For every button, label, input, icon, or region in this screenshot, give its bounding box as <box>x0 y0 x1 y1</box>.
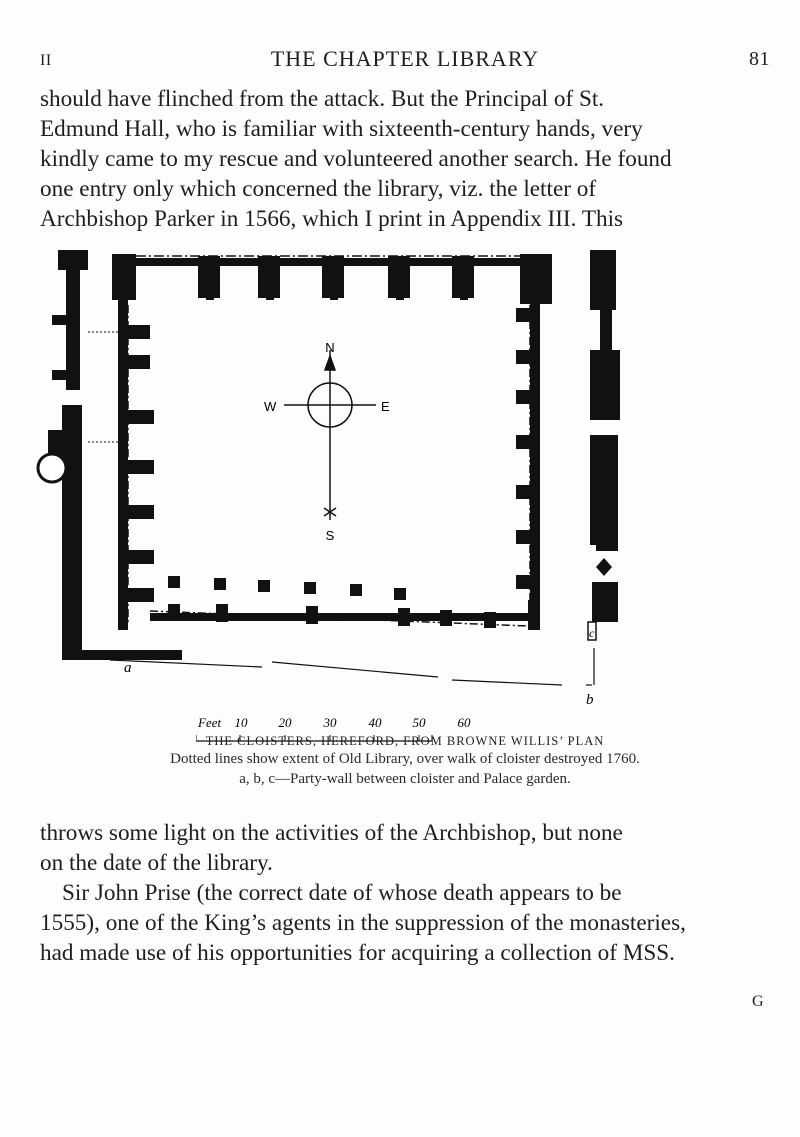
caption-line <box>40 769 770 789</box>
text-line: on the date of the library. <box>40 850 273 876</box>
text-line: one entry only which concerned the library, viz. the letter of <box>40 176 597 202</box>
south-walk-wall <box>150 600 540 630</box>
scale-ticks <box>235 715 472 730</box>
caption-text: a, b, c—Party-wall between cloister and Palace garden. <box>239 771 571 787</box>
paragraph-2 <box>40 818 770 878</box>
label-b: b <box>586 692 594 708</box>
text-line: 1555), one of the King’s agents in the suppression of the monasteries, <box>40 910 686 936</box>
paragraph-3 <box>40 878 770 968</box>
caption-title: THE CLOISTERS, HEREFORD, FROM BROWNE WILLIS’ PLAN <box>205 734 605 748</box>
round-bastion <box>38 454 66 482</box>
text-line: Archbishop Parker in 1566, which I print in Appendix III. This <box>40 206 624 232</box>
text-line: throws some light on the activities of the Archbishop, but none <box>40 820 623 846</box>
label-a: a <box>124 660 132 676</box>
compass-n: N <box>325 340 335 355</box>
signature-mark: G <box>752 993 764 1010</box>
page-number: 81 <box>749 48 770 70</box>
running-header <box>40 46 770 76</box>
caption-line: Dotted lines show extent of Old Library, over walk of cloister destroyed 1760. <box>170 751 640 767</box>
compass-w: W <box>264 399 277 414</box>
scale-label: Feet <box>198 715 222 730</box>
text-line: Edmund Hall, who is familiar with sixteenth-century hands, very <box>40 116 643 142</box>
scale-tick: 40 <box>368 715 382 730</box>
text-line: had made use of his opportunities for acquiring a collection of MSS. <box>40 940 675 966</box>
label-c: c <box>589 626 595 640</box>
party-wall-bottom <box>110 648 594 685</box>
figure-caption <box>40 734 770 789</box>
paragraph-1 <box>40 84 770 234</box>
west-walk-wall <box>118 300 154 630</box>
scale-tick: 20 <box>278 715 292 730</box>
scale-tick: 10 <box>234 715 248 730</box>
north-walk-wall <box>112 254 552 304</box>
text-line: Sir John Prise (the correct date of whose death appears to be <box>62 880 622 906</box>
east-walk-wall <box>516 300 540 630</box>
compass-rose <box>284 350 376 520</box>
left-outer-wall <box>48 250 182 660</box>
chapter-numeral: II <box>40 52 52 69</box>
compass-e: E <box>381 399 390 414</box>
text-line: should have flinched from the attack. But the Principal of St. <box>40 86 605 112</box>
text-line: kindly came to my rescue and volunteered another search. He found <box>40 146 672 172</box>
cloister-plan-figure <box>0 230 800 730</box>
scale-tick: 60 <box>457 715 471 730</box>
running-title: THE CHAPTER LIBRARY <box>270 46 540 71</box>
scale-tick: 50 <box>412 715 426 730</box>
scale-tick: 30 <box>323 715 337 730</box>
party-wall-right <box>590 250 620 622</box>
compass-s: S <box>325 528 335 543</box>
south-inner-piers <box>168 576 406 600</box>
